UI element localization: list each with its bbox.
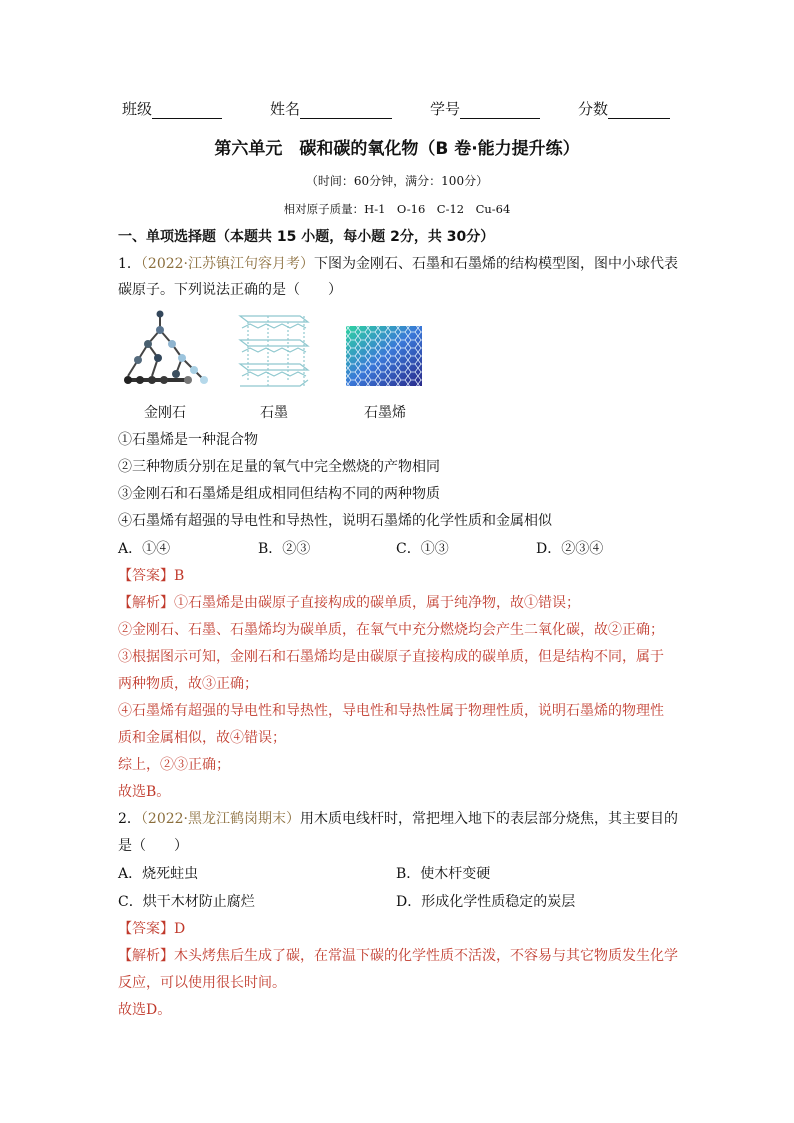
q2-answer: [118, 918, 185, 938]
atomic-masses: 相对原子质量：H-1 O-16 C-12 Cu-64: [283, 202, 511, 216]
diamond-model-image: [124, 311, 208, 385]
q1-answer: [118, 565, 184, 585]
q2-stem-line-1: [118, 808, 678, 828]
student-info-row: [118, 98, 678, 122]
q1-analysis-line-5: ④石墨烯有超强的导电性和导热性，导电性和导热性属于物理性质，说明石墨烯的物理性: [118, 703, 664, 719]
q2-analysis-line-2: 反应，可以使用很长时间。: [118, 975, 286, 991]
q2-number: 2．: [118, 811, 141, 827]
q1-answer-label: 【答案】: [118, 568, 174, 584]
caption-graphene: 石墨烯: [364, 405, 406, 421]
class-label: 班级: [122, 100, 153, 118]
carbon-structures-figure: [118, 308, 438, 398]
q1-analysis-line-2: ②金刚石、石墨、石墨烯均为碳单质，在氧气中充分燃烧均会产生二氧化碳，故②正确；: [118, 622, 664, 638]
name-blank: [300, 102, 392, 119]
q2-analysis-text-1: 木头烤焦后生成了碳，在常温下碳的化学性质不活泼，不容易与其它物质发生化学: [174, 948, 678, 964]
caption-diamond: 金刚石: [144, 405, 186, 421]
q2-source: （2022·黑龙江鹤岗期末）: [140, 811, 301, 827]
q2-analysis-line-3: 故选D。: [118, 1002, 172, 1018]
score-field: [578, 98, 670, 119]
page-title: 第六单元 碳和碳的氧化物（B 卷·能力提升练）: [214, 139, 580, 159]
graphite-model-image: [240, 316, 308, 386]
caption-graphite: 石墨: [260, 405, 288, 421]
q1-statement-3: ③金刚石和石墨烯是组成相同但结构不同的两种物质: [118, 486, 440, 502]
q2-stem-line-2: 是（ ）: [118, 838, 188, 854]
q1-analysis-line-3: ③根据图示可知，金刚石和石墨烯均是由碳原子直接构成的碳单质，但是结构不同，属于: [118, 649, 664, 665]
time-and-score: （时间：60分钟，满分：100分）: [305, 174, 489, 188]
q1-statement-4: ④石墨烯有超强的导电性和导热性，说明石墨烯的化学性质和金属相似: [118, 513, 552, 529]
q1-analysis-line-1: [118, 592, 580, 612]
score-label: 分数: [578, 100, 609, 118]
q1-statement-1: ①石墨烯是一种混合物: [118, 432, 258, 448]
q1-statement-2: ②三种物质分别在足量的氧气中完全燃烧的产物相同: [118, 459, 440, 475]
name-label: 姓名: [270, 100, 301, 118]
q1-answer-value: B: [174, 568, 185, 584]
q1-option-d: D．②③④: [536, 541, 604, 557]
student-id-label: 学号: [430, 100, 461, 118]
q1-option-b: B．②③: [258, 541, 311, 557]
student-id-blank: [460, 102, 540, 119]
section-heading: 一、单项选择题（本题共 15 小题，每小题 2分，共 30分）: [118, 229, 495, 245]
q2-analysis-label: 【解析】: [118, 948, 174, 964]
q2-stem-text-1: 用木质电线杆时，常把埋入地下的表层部分烧焦，其主要目的: [300, 811, 679, 827]
q1-analysis-line-7: 综上，②③正确；: [118, 757, 230, 773]
q1-option-c: C．①③: [396, 541, 449, 557]
class-field: [122, 98, 222, 119]
q2-option-a: A．烧死蛀虫: [118, 866, 199, 882]
q2-analysis-line-1: [118, 945, 678, 965]
q1-analysis-label: 【解析】: [118, 595, 174, 611]
graphene-model-image: [346, 326, 422, 386]
q2-answer-label: 【答案】: [118, 921, 174, 937]
q2-option-b: B．使木杆变硬: [396, 866, 491, 882]
q1-analysis-text-1: ①石墨烯是由碳原子直接构成的碳单质，属于纯净物，故①错误；: [174, 595, 580, 611]
q1-option-a: A．①④: [118, 541, 171, 557]
q1-source: （2022·江苏镇江句容月考）: [140, 256, 315, 272]
q1-number: 1．: [118, 256, 141, 272]
q1-analysis-line-8: 故选B。: [118, 784, 171, 800]
q2-answer-value: D: [174, 921, 186, 937]
q1-analysis-line-4: 两种物质，故③正确；: [118, 676, 258, 692]
q1-stem-line-2: 碳原子。下列说法正确的是（ ）: [118, 282, 342, 298]
q1-analysis-line-6: 质和金属相似，故④错误；: [118, 730, 286, 746]
q2-option-c: C．烘干木材防止腐烂: [118, 894, 255, 910]
q1-stem-text-1: 下图为金刚石、石墨和石墨烯的结构模型图，图中小球代表: [314, 256, 679, 272]
q1-stem-line-1: [118, 253, 678, 273]
student-id-field: [430, 98, 540, 119]
score-blank: [608, 102, 670, 119]
name-field: [270, 98, 392, 119]
q2-option-d: D．形成化学性质稳定的炭层: [396, 894, 576, 910]
class-blank: [152, 102, 222, 119]
